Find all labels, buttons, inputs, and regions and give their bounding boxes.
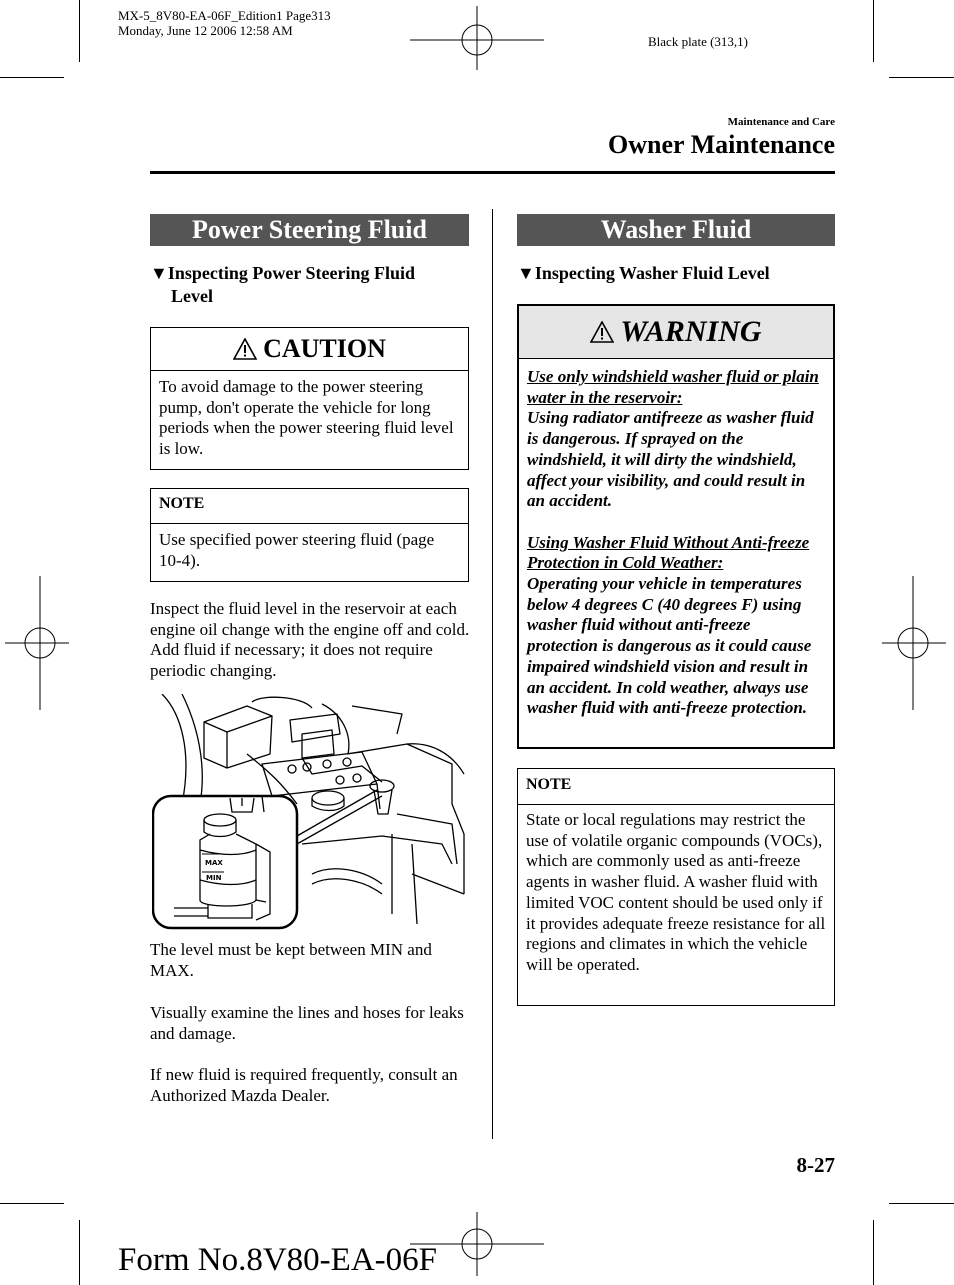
print-info-line1: MX-5_8V80-EA-06F_Edition1 Page313 [118, 8, 331, 23]
caution-title: CAUTION [263, 334, 386, 363]
warning-text-2: Operating your vehicle in temperatures below 4 degrees C (40 degrees F) using washer fluid without anti-freeze protection is dangerous as it could cause impaired windshield vision and result in an accident. In cold weather, always use washer fluid with anti-freeze protection. [527, 574, 812, 718]
registration-mark-left [5, 576, 69, 710]
section-title-washer: Washer Fluid [517, 214, 835, 246]
note-text-left: Use specified power steering fluid (page 10-4). [159, 530, 435, 570]
note-header-right [518, 769, 834, 805]
warning-heading-1: Use only windshield washer fluid or plain water in the reservoir: [527, 367, 819, 407]
paragraph-inspect: Inspect the fluid level in the reservoir at each engine oil change with the engine off and cold. Add fluid if necessary; it does not require periodic changing. [150, 599, 470, 681]
subheading-line1: ▼Inspecting Power Steering Fluid [150, 263, 415, 283]
page-title: Owner Maintenance [608, 130, 835, 159]
form-number: Form No.8V80-EA-06F [118, 1242, 437, 1278]
min-label: MIN [206, 874, 222, 882]
warning-triangle-icon [590, 321, 614, 343]
subheading-power-steering [150, 262, 470, 308]
paragraph-consult: If new fluid is required frequently, consult an Authorized Mazda Dealer. [150, 1065, 458, 1105]
caution-header [151, 328, 468, 371]
warning-text-1: Using radiator antifreeze as washer fluid is dangerous. If sprayed on the windshield, it will dirty the windshield, affect your visibility, and could result in an accident. [527, 408, 814, 511]
column-divider [492, 209, 493, 1139]
registration-mark-top [410, 6, 544, 70]
section-title-power-steering: Power Steering Fluid [150, 214, 469, 246]
paragraph-level: The level must be kept between MIN and MAX. [150, 940, 432, 980]
note-box-left [150, 488, 469, 582]
page-number: 8-27 [796, 1153, 835, 1177]
subheading-washer: ▼Inspecting Washer Fluid Level [517, 263, 770, 283]
note-label-right: NOTE [526, 776, 572, 793]
print-info [118, 8, 331, 38]
subheading-line2: Level [171, 286, 213, 306]
registration-mark-right [882, 576, 946, 710]
reservoir-illustration [152, 694, 468, 930]
max-label: MAX [205, 859, 223, 867]
note-text-right: State or local regulations may restrict the use of volatile organic compounds (VOCs), which are commonly used as anti-freeze agents in washer fluid. A washer fluid with limited VOC content should be used only if it provides adequate freeze resistance for all regions and climates in which the vehicle will be operated. [526, 810, 826, 974]
warning-header [519, 306, 833, 359]
warning-triangle-icon [233, 338, 257, 360]
warning-box [517, 304, 835, 749]
page-category: Maintenance and Care [727, 116, 835, 128]
header-rule [150, 171, 835, 174]
plate-label: Black plate (313,1) [648, 34, 748, 49]
note-box-right [517, 768, 835, 1006]
warning-heading-2: Using Washer Fluid Without Anti-freeze Protection in Cold Weather: [527, 532, 810, 573]
paragraph-examine: Visually examine the lines and hoses for leaks and damage. [150, 1003, 464, 1043]
note-header-left [151, 489, 468, 524]
note-label-left: NOTE [159, 495, 205, 512]
warning-content [519, 359, 833, 719]
caution-box [150, 327, 469, 470]
print-info-line2: Monday, June 12 2006 12:58 AM [118, 23, 293, 38]
warning-title: WARNING [620, 315, 762, 348]
caution-text: To avoid damage to the power steering pump, don't operate the vehicle for long periods when the power steering fluid level is low. [159, 377, 454, 459]
